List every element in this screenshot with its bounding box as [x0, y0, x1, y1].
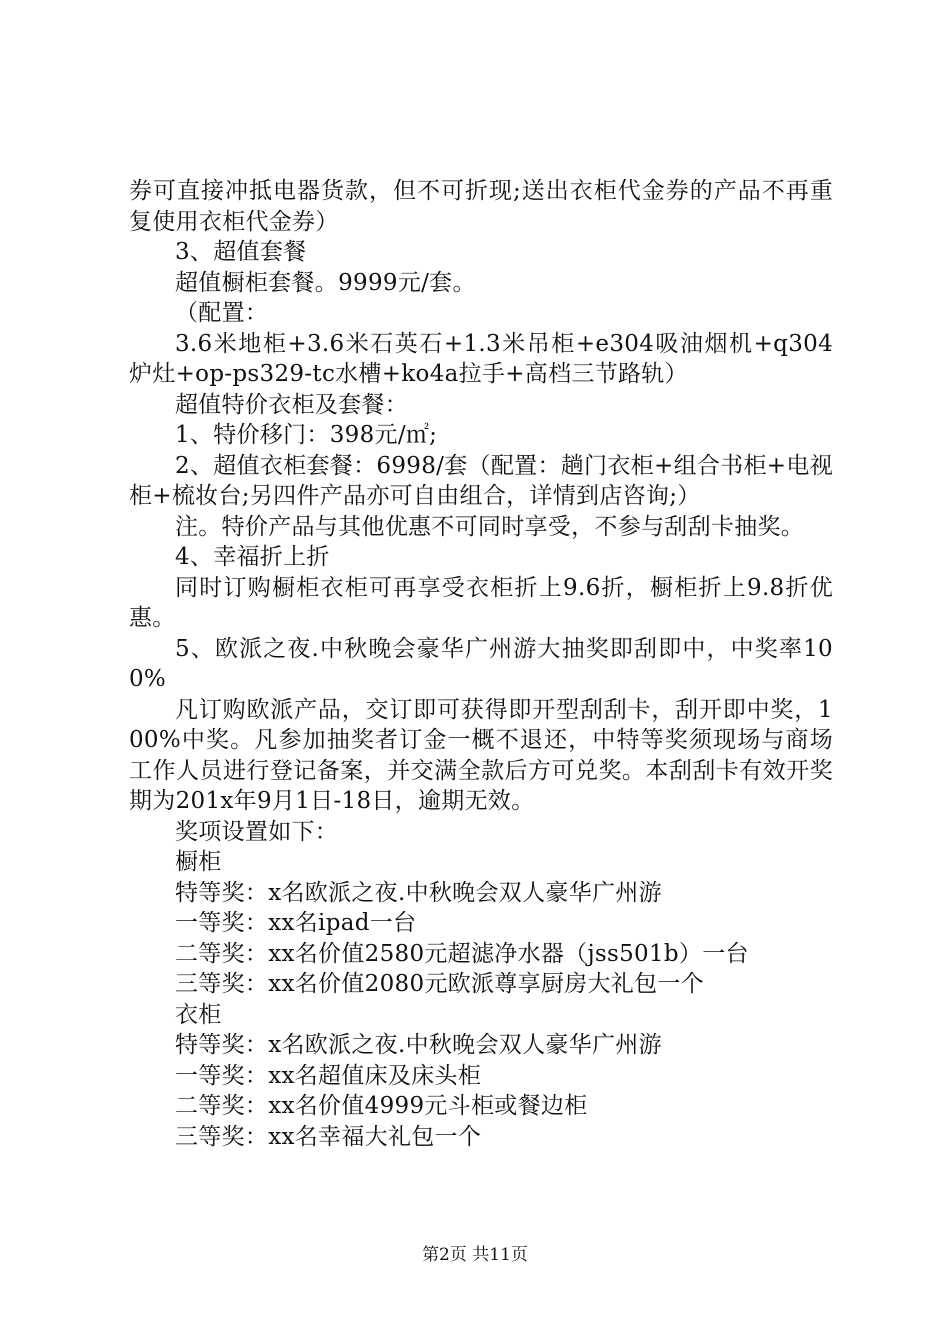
- paragraph-kitchen-package: 超值橱柜套餐。9999元/套。: [175, 269, 476, 296]
- paragraph-config-label: （配置：: [175, 300, 269, 326]
- paragraph-voucher-note: 券可直接冲抵电器货款，但不可折现;送出衣柜代金券的产品不再重复使用衣柜代金券）: [129, 178, 833, 235]
- paragraph-wardrobe-offers: 超值特价衣柜及套餐：: [175, 391, 408, 418]
- prize-group-wardrobe: 衣柜: [175, 1001, 222, 1028]
- prize-item: 二等奖：xx名价值2580元超滤净水器（jss501b）一台: [175, 940, 749, 967]
- paragraph-scratch-card: 凡订购欧派产品，交订即可获得即开型刮刮卡，刮开即中奖，100%中奖。凡参加抽奖者订金一概不退还，中特等奖须现场与商场工作人员进行登记备案，并交满全款后方可兑奖。本刮刮卡有效开奖期为201x年9月1日-18日，逾期无效。: [129, 696, 833, 814]
- paragraph-prizes-intro: 奖项设置如下：: [175, 818, 339, 845]
- section-heading-4: 4、幸福折上折: [175, 544, 330, 570]
- paragraph-note: 注。特价产品与其他优惠不可同时享受，不参与刮刮卡抽奖。: [175, 513, 805, 540]
- prize-item: 特等奖：x名欧派之夜.中秋晚会双人豪华广州游: [175, 1032, 662, 1058]
- paragraph-sliding-door: 1、特价移门：398元/㎡;: [175, 422, 438, 448]
- section-heading-3: 3、超值套餐: [175, 239, 307, 265]
- prize-item: 一等奖：xx名超值床及床头柜: [175, 1062, 482, 1089]
- prize-item: 三等奖：xx名价值2080元欧派尊享厨房大礼包一个: [175, 971, 704, 997]
- section-heading-5: 5、欧派之夜.中秋晚会豪华广州游大抽奖即刮即中，中奖率100%: [129, 635, 833, 692]
- paragraph-config-details: 3.6米地柜+3.6米石英石+1.3米吊柜+e304吸油烟机+q304炉灶+op-ps329-tc水槽+ko4a拉手+高档三节路轨）: [129, 330, 833, 387]
- prize-group-kitchen: 橱柜: [175, 849, 222, 875]
- document-body: [129, 176, 833, 1152]
- page-number-footer: 第2页 共11页: [422, 1245, 528, 1265]
- paragraph-wardrobe-package: 2、超值衣柜套餐：6998/套（配置：趟门衣柜+组合书柜+电视柜+梳妆台;另四件产品亦可自由组合，详情到店咨询;）: [129, 452, 833, 509]
- prize-item: 二等奖：xx名价值4999元斗柜或餐边柜: [175, 1093, 588, 1119]
- paragraph-discount: 同时订购橱柜衣柜可再享受衣柜折上9.6折，橱柜折上9.8折优惠。: [129, 574, 833, 631]
- prize-item: 三等奖：xx名幸福大礼包一个: [175, 1123, 482, 1150]
- prize-item: 特等奖：x名欧派之夜.中秋晚会双人豪华广州游: [175, 879, 662, 906]
- prize-item: 一等奖：xx名ipad一台: [175, 910, 417, 936]
